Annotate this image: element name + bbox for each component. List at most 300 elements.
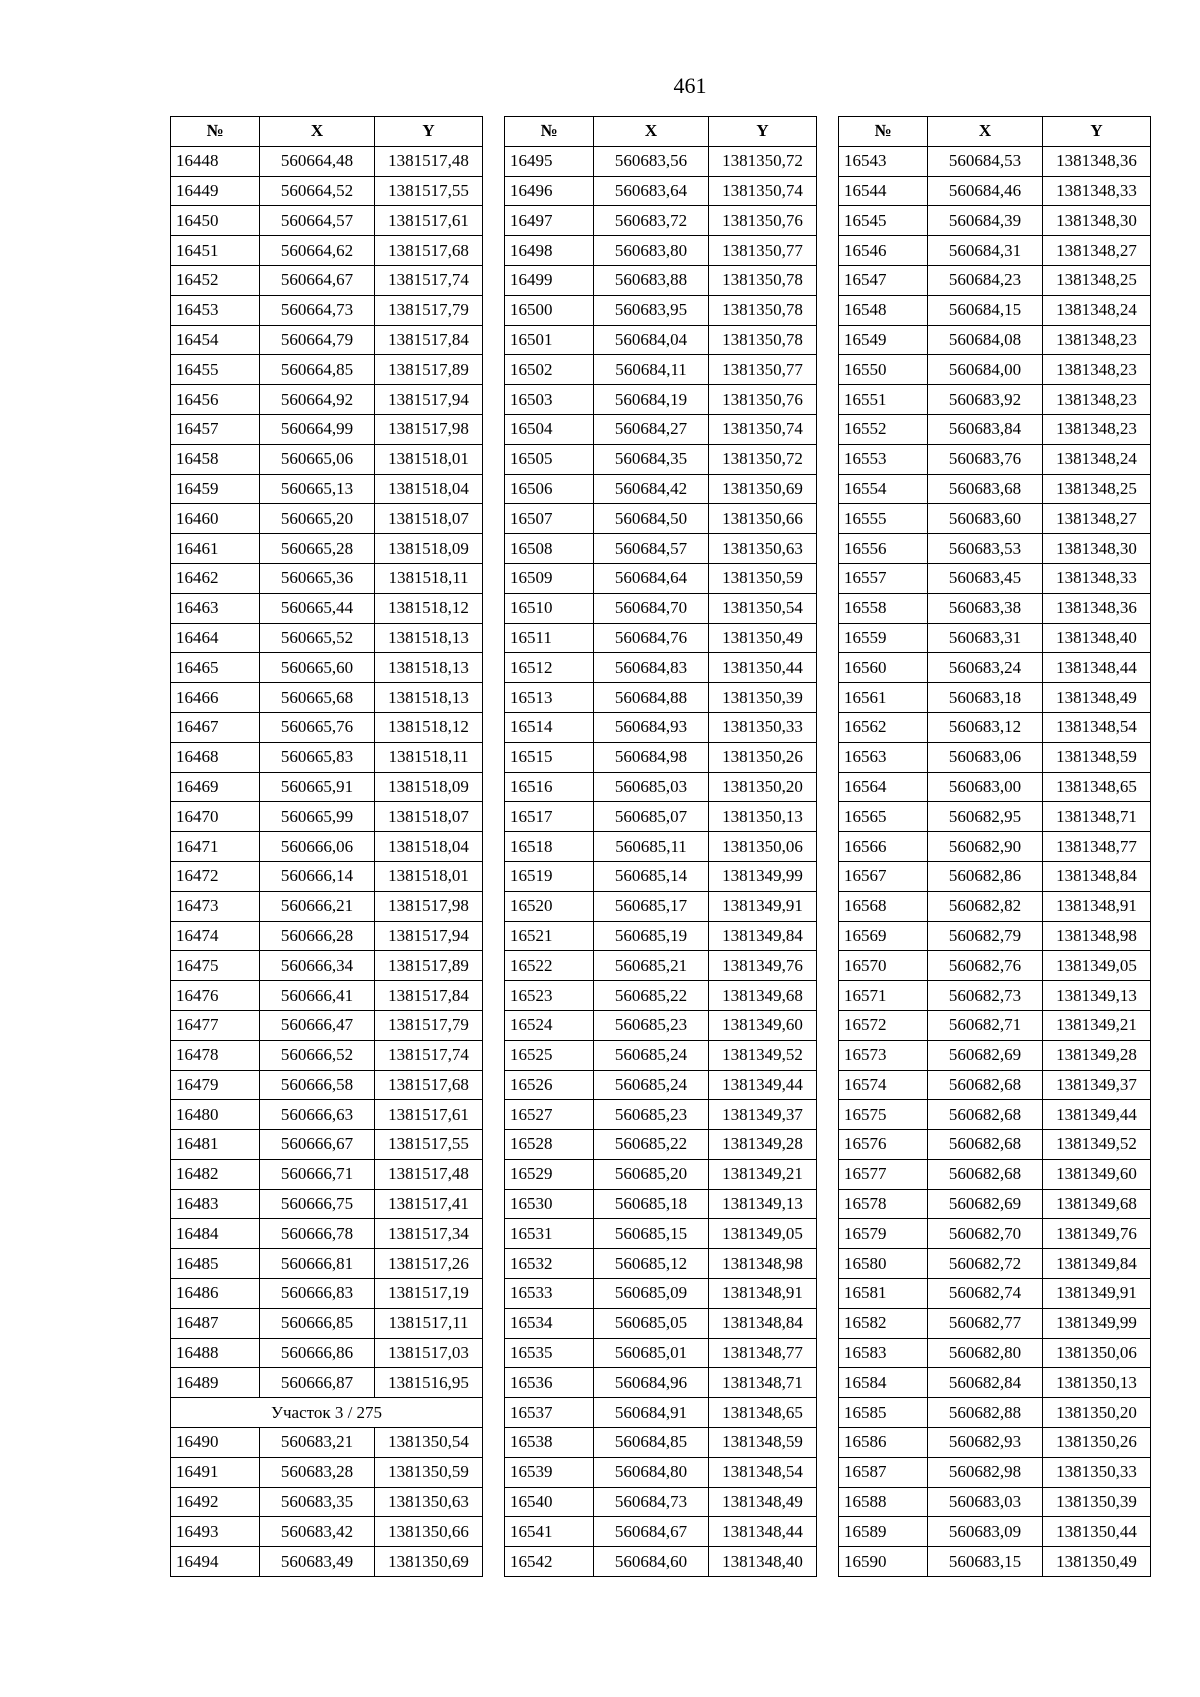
x-coordinate-cell: 560683,56 bbox=[594, 146, 709, 176]
x-coordinate-cell: 560682,86 bbox=[928, 861, 1043, 891]
y-coordinate-cell: 1381348,84 bbox=[709, 1308, 817, 1338]
y-coordinate-cell: 1381349,37 bbox=[1043, 1070, 1151, 1100]
table-row bbox=[171, 1219, 483, 1249]
point-number-cell: 16558 bbox=[839, 593, 928, 623]
table-row bbox=[171, 772, 483, 802]
x-coordinate-cell: 560685,15 bbox=[594, 1219, 709, 1249]
point-number-cell: 16475 bbox=[171, 951, 260, 981]
x-coordinate-cell: 560666,47 bbox=[260, 1010, 375, 1040]
y-coordinate-cell: 1381350,26 bbox=[1043, 1428, 1151, 1458]
y-coordinate-cell: 1381349,91 bbox=[1043, 1279, 1151, 1309]
point-number-cell: 16512 bbox=[505, 653, 594, 683]
y-coordinate-cell: 1381517,74 bbox=[375, 1040, 483, 1070]
point-number-cell: 16568 bbox=[839, 891, 928, 921]
point-number-cell: 16521 bbox=[505, 921, 594, 951]
point-number-cell: 16559 bbox=[839, 623, 928, 653]
table-row bbox=[171, 593, 483, 623]
x-coordinate-cell: 560684,53 bbox=[928, 146, 1043, 176]
point-number-cell: 16472 bbox=[171, 861, 260, 891]
y-coordinate-cell: 1381350,77 bbox=[709, 355, 817, 385]
y-coordinate-cell: 1381348,27 bbox=[1043, 236, 1151, 266]
x-coordinate-cell: 560683,38 bbox=[928, 593, 1043, 623]
y-coordinate-cell: 1381517,84 bbox=[375, 981, 483, 1011]
table-row bbox=[171, 1159, 483, 1189]
x-coordinate-cell: 560666,21 bbox=[260, 891, 375, 921]
table-row bbox=[505, 981, 817, 1011]
point-number-cell: 16504 bbox=[505, 414, 594, 444]
y-coordinate-cell: 1381348,24 bbox=[1043, 295, 1151, 325]
x-coordinate-cell: 560685,17 bbox=[594, 891, 709, 921]
y-coordinate-cell: 1381349,28 bbox=[1043, 1040, 1151, 1070]
y-coordinate-cell: 1381348,33 bbox=[1043, 563, 1151, 593]
y-coordinate-cell: 1381349,28 bbox=[709, 1130, 817, 1160]
table-row bbox=[505, 563, 817, 593]
x-coordinate-cell: 560685,23 bbox=[594, 1100, 709, 1130]
point-number-cell: 16467 bbox=[171, 712, 260, 742]
point-number-cell: 16565 bbox=[839, 802, 928, 832]
y-coordinate-cell: 1381349,13 bbox=[1043, 981, 1151, 1011]
x-coordinate-cell: 560666,71 bbox=[260, 1159, 375, 1189]
x-coordinate-cell: 560682,68 bbox=[928, 1100, 1043, 1130]
y-coordinate-cell: 1381350,72 bbox=[709, 146, 817, 176]
x-coordinate-cell: 560682,68 bbox=[928, 1159, 1043, 1189]
table-row bbox=[505, 1457, 817, 1487]
x-coordinate-cell: 560682,93 bbox=[928, 1428, 1043, 1458]
x-coordinate-cell: 560684,96 bbox=[594, 1368, 709, 1398]
table-row bbox=[505, 891, 817, 921]
point-number-cell: 16502 bbox=[505, 355, 594, 385]
table-row bbox=[505, 1487, 817, 1517]
x-coordinate-cell: 560666,41 bbox=[260, 981, 375, 1011]
table-row bbox=[839, 1547, 1151, 1577]
point-number-cell: 16537 bbox=[505, 1398, 594, 1428]
column-header-x: X bbox=[928, 117, 1043, 147]
table-row bbox=[171, 1547, 483, 1577]
point-number-cell: 16555 bbox=[839, 504, 928, 534]
y-coordinate-cell: 1381348,25 bbox=[1043, 474, 1151, 504]
point-number-cell: 16462 bbox=[171, 563, 260, 593]
table-row bbox=[839, 236, 1151, 266]
table-row bbox=[505, 1517, 817, 1547]
x-coordinate-cell: 560684,35 bbox=[594, 444, 709, 474]
point-number-cell: 16509 bbox=[505, 563, 594, 593]
y-coordinate-cell: 1381348,23 bbox=[1043, 355, 1151, 385]
x-coordinate-cell: 560664,85 bbox=[260, 355, 375, 385]
point-number-cell: 16480 bbox=[171, 1100, 260, 1130]
table-row bbox=[505, 474, 817, 504]
x-coordinate-cell: 560682,68 bbox=[928, 1070, 1043, 1100]
y-coordinate-cell: 1381350,69 bbox=[375, 1547, 483, 1577]
point-number-cell: 16497 bbox=[505, 206, 594, 236]
x-coordinate-cell: 560683,35 bbox=[260, 1487, 375, 1517]
y-coordinate-cell: 1381517,61 bbox=[375, 1100, 483, 1130]
x-coordinate-cell: 560683,31 bbox=[928, 623, 1043, 653]
y-coordinate-cell: 1381348,84 bbox=[1043, 861, 1151, 891]
point-number-cell: 16523 bbox=[505, 981, 594, 1011]
table-row bbox=[505, 444, 817, 474]
point-number-cell: 16571 bbox=[839, 981, 928, 1011]
point-number-cell: 16563 bbox=[839, 742, 928, 772]
table-row bbox=[171, 176, 483, 206]
point-number-cell: 16507 bbox=[505, 504, 594, 534]
y-coordinate-cell: 1381350,44 bbox=[709, 653, 817, 683]
y-coordinate-cell: 1381348,33 bbox=[1043, 176, 1151, 206]
point-number-cell: 16488 bbox=[171, 1338, 260, 1368]
x-coordinate-cell: 560684,46 bbox=[928, 176, 1043, 206]
y-coordinate-cell: 1381349,99 bbox=[1043, 1308, 1151, 1338]
x-coordinate-cell: 560684,91 bbox=[594, 1398, 709, 1428]
table-row bbox=[171, 1428, 483, 1458]
table-row bbox=[505, 265, 817, 295]
x-coordinate-cell: 560664,62 bbox=[260, 236, 375, 266]
table-row bbox=[171, 951, 483, 981]
table-row bbox=[839, 1100, 1151, 1130]
y-coordinate-cell: 1381518,12 bbox=[375, 712, 483, 742]
table-row bbox=[839, 444, 1151, 474]
y-coordinate-cell: 1381348,44 bbox=[1043, 653, 1151, 683]
point-number-cell: 16580 bbox=[839, 1249, 928, 1279]
point-number-cell: 16506 bbox=[505, 474, 594, 504]
column-header-y: Y bbox=[1043, 117, 1151, 147]
x-coordinate-cell: 560685,14 bbox=[594, 861, 709, 891]
point-number-cell: 16490 bbox=[171, 1428, 260, 1458]
table-row bbox=[505, 176, 817, 206]
table-row bbox=[505, 593, 817, 623]
x-coordinate-cell: 560685,21 bbox=[594, 951, 709, 981]
point-number-cell: 16520 bbox=[505, 891, 594, 921]
x-coordinate-cell: 560666,86 bbox=[260, 1338, 375, 1368]
point-number-cell: 16574 bbox=[839, 1070, 928, 1100]
y-coordinate-cell: 1381348,25 bbox=[1043, 265, 1151, 295]
y-coordinate-cell: 1381518,11 bbox=[375, 563, 483, 593]
x-coordinate-cell: 560684,11 bbox=[594, 355, 709, 385]
y-coordinate-cell: 1381517,98 bbox=[375, 891, 483, 921]
y-coordinate-cell: 1381349,05 bbox=[709, 1219, 817, 1249]
x-coordinate-cell: 560684,73 bbox=[594, 1487, 709, 1517]
x-coordinate-cell: 560683,84 bbox=[928, 414, 1043, 444]
y-coordinate-cell: 1381349,91 bbox=[709, 891, 817, 921]
table-row bbox=[171, 1070, 483, 1100]
point-number-cell: 16584 bbox=[839, 1368, 928, 1398]
y-coordinate-cell: 1381349,60 bbox=[709, 1010, 817, 1040]
x-coordinate-cell: 560665,06 bbox=[260, 444, 375, 474]
point-number-cell: 16581 bbox=[839, 1279, 928, 1309]
x-coordinate-cell: 560666,85 bbox=[260, 1308, 375, 1338]
table-row bbox=[839, 1457, 1151, 1487]
x-coordinate-cell: 560683,45 bbox=[928, 563, 1043, 593]
point-number-cell: 16528 bbox=[505, 1130, 594, 1160]
y-coordinate-cell: 1381348,30 bbox=[1043, 534, 1151, 564]
point-number-cell: 16536 bbox=[505, 1368, 594, 1398]
table-row bbox=[505, 653, 817, 683]
x-coordinate-cell: 560684,80 bbox=[594, 1457, 709, 1487]
table-row bbox=[505, 951, 817, 981]
point-number-cell: 16484 bbox=[171, 1219, 260, 1249]
y-coordinate-cell: 1381518,01 bbox=[375, 444, 483, 474]
point-number-cell: 16459 bbox=[171, 474, 260, 504]
x-coordinate-cell: 560682,90 bbox=[928, 832, 1043, 862]
table-row bbox=[171, 385, 483, 415]
y-coordinate-cell: 1381517,79 bbox=[375, 1010, 483, 1040]
point-number-cell: 16469 bbox=[171, 772, 260, 802]
point-number-cell: 16560 bbox=[839, 653, 928, 683]
x-coordinate-cell: 560682,77 bbox=[928, 1308, 1043, 1338]
y-coordinate-cell: 1381348,49 bbox=[709, 1487, 817, 1517]
table-row bbox=[171, 891, 483, 921]
x-coordinate-cell: 560685,07 bbox=[594, 802, 709, 832]
point-number-cell: 16556 bbox=[839, 534, 928, 564]
x-coordinate-cell: 560665,28 bbox=[260, 534, 375, 564]
point-number-cell: 16525 bbox=[505, 1040, 594, 1070]
table-row bbox=[839, 504, 1151, 534]
point-number-cell: 16586 bbox=[839, 1428, 928, 1458]
x-coordinate-cell: 560683,21 bbox=[260, 1428, 375, 1458]
table-row bbox=[171, 534, 483, 564]
table-row bbox=[839, 1070, 1151, 1100]
table-row bbox=[171, 325, 483, 355]
y-coordinate-cell: 1381348,24 bbox=[1043, 444, 1151, 474]
point-number-cell: 16499 bbox=[505, 265, 594, 295]
table-row bbox=[505, 683, 817, 713]
y-coordinate-cell: 1381348,59 bbox=[709, 1428, 817, 1458]
y-coordinate-cell: 1381350,78 bbox=[709, 325, 817, 355]
y-coordinate-cell: 1381518,07 bbox=[375, 504, 483, 534]
y-coordinate-cell: 1381518,07 bbox=[375, 802, 483, 832]
point-number-cell: 16557 bbox=[839, 563, 928, 593]
point-number-cell: 16513 bbox=[505, 683, 594, 713]
y-coordinate-cell: 1381517,84 bbox=[375, 325, 483, 355]
point-number-cell: 16552 bbox=[839, 414, 928, 444]
x-coordinate-cell: 560684,88 bbox=[594, 683, 709, 713]
y-coordinate-cell: 1381350,33 bbox=[1043, 1457, 1151, 1487]
y-coordinate-cell: 1381349,21 bbox=[709, 1159, 817, 1189]
x-coordinate-cell: 560684,15 bbox=[928, 295, 1043, 325]
point-number-cell: 16569 bbox=[839, 921, 928, 951]
x-coordinate-cell: 560683,80 bbox=[594, 236, 709, 266]
x-coordinate-cell: 560685,19 bbox=[594, 921, 709, 951]
point-number-cell: 16501 bbox=[505, 325, 594, 355]
table-row bbox=[505, 921, 817, 951]
point-number-cell: 16545 bbox=[839, 206, 928, 236]
table-row bbox=[171, 653, 483, 683]
table-row bbox=[839, 534, 1151, 564]
x-coordinate-cell: 560685,11 bbox=[594, 832, 709, 862]
point-number-cell: 16575 bbox=[839, 1100, 928, 1130]
x-coordinate-cell: 560683,49 bbox=[260, 1547, 375, 1577]
x-coordinate-cell: 560664,67 bbox=[260, 265, 375, 295]
table-row bbox=[505, 325, 817, 355]
table-row bbox=[505, 1219, 817, 1249]
point-number-cell: 16451 bbox=[171, 236, 260, 266]
x-coordinate-cell: 560682,72 bbox=[928, 1249, 1043, 1279]
x-coordinate-cell: 560666,75 bbox=[260, 1189, 375, 1219]
x-coordinate-cell: 560683,64 bbox=[594, 176, 709, 206]
point-number-cell: 16465 bbox=[171, 653, 260, 683]
point-number-cell: 16582 bbox=[839, 1308, 928, 1338]
table-row bbox=[171, 1487, 483, 1517]
table-row bbox=[171, 1010, 483, 1040]
table-row bbox=[839, 653, 1151, 683]
y-coordinate-cell: 1381350,66 bbox=[709, 504, 817, 534]
x-coordinate-cell: 560684,70 bbox=[594, 593, 709, 623]
point-number-cell: 16510 bbox=[505, 593, 594, 623]
x-coordinate-cell: 560665,13 bbox=[260, 474, 375, 504]
x-coordinate-cell: 560682,74 bbox=[928, 1279, 1043, 1309]
table-row bbox=[839, 1249, 1151, 1279]
table-row bbox=[505, 1279, 817, 1309]
y-coordinate-cell: 1381349,68 bbox=[1043, 1189, 1151, 1219]
point-number-cell: 16498 bbox=[505, 236, 594, 266]
y-coordinate-cell: 1381349,52 bbox=[709, 1040, 817, 1070]
y-coordinate-cell: 1381518,09 bbox=[375, 534, 483, 564]
y-coordinate-cell: 1381350,20 bbox=[709, 772, 817, 802]
table-row bbox=[839, 1279, 1151, 1309]
x-coordinate-cell: 560682,98 bbox=[928, 1457, 1043, 1487]
point-number-cell: 16492 bbox=[171, 1487, 260, 1517]
y-coordinate-cell: 1381349,52 bbox=[1043, 1130, 1151, 1160]
table-row bbox=[839, 414, 1151, 444]
x-coordinate-cell: 560683,28 bbox=[260, 1457, 375, 1487]
y-coordinate-cell: 1381518,13 bbox=[375, 623, 483, 653]
table-row bbox=[171, 742, 483, 772]
point-number-cell: 16524 bbox=[505, 1010, 594, 1040]
x-coordinate-cell: 560664,73 bbox=[260, 295, 375, 325]
point-number-cell: 16588 bbox=[839, 1487, 928, 1517]
y-coordinate-cell: 1381348,98 bbox=[1043, 921, 1151, 951]
y-coordinate-cell: 1381348,23 bbox=[1043, 414, 1151, 444]
y-coordinate-cell: 1381349,60 bbox=[1043, 1159, 1151, 1189]
table-row bbox=[505, 1249, 817, 1279]
x-coordinate-cell: 560682,76 bbox=[928, 951, 1043, 981]
table-row bbox=[171, 1130, 483, 1160]
table-row bbox=[171, 712, 483, 742]
y-coordinate-cell: 1381517,26 bbox=[375, 1249, 483, 1279]
x-coordinate-cell: 560684,31 bbox=[928, 236, 1043, 266]
y-coordinate-cell: 1381348,27 bbox=[1043, 504, 1151, 534]
point-number-cell: 16564 bbox=[839, 772, 928, 802]
column-header-x: X bbox=[260, 117, 375, 147]
y-coordinate-cell: 1381348,54 bbox=[1043, 712, 1151, 742]
column-header-number: № bbox=[171, 117, 260, 147]
x-coordinate-cell: 560685,24 bbox=[594, 1040, 709, 1070]
y-coordinate-cell: 1381517,03 bbox=[375, 1338, 483, 1368]
table-row bbox=[505, 1130, 817, 1160]
point-number-cell: 16561 bbox=[839, 683, 928, 713]
table-row bbox=[839, 1040, 1151, 1070]
point-number-cell: 16470 bbox=[171, 802, 260, 832]
table-row bbox=[505, 236, 817, 266]
y-coordinate-cell: 1381350,06 bbox=[1043, 1338, 1151, 1368]
table-row bbox=[171, 236, 483, 266]
x-coordinate-cell: 560682,80 bbox=[928, 1338, 1043, 1368]
table-row bbox=[505, 1159, 817, 1189]
table-row bbox=[839, 981, 1151, 1011]
x-coordinate-cell: 560685,03 bbox=[594, 772, 709, 802]
y-coordinate-cell: 1381517,98 bbox=[375, 414, 483, 444]
x-coordinate-cell: 560684,76 bbox=[594, 623, 709, 653]
y-coordinate-cell: 1381350,59 bbox=[375, 1457, 483, 1487]
x-coordinate-cell: 560682,95 bbox=[928, 802, 1043, 832]
y-coordinate-cell: 1381349,68 bbox=[709, 981, 817, 1011]
y-coordinate-cell: 1381350,74 bbox=[709, 414, 817, 444]
y-coordinate-cell: 1381517,19 bbox=[375, 1279, 483, 1309]
x-coordinate-cell: 560665,44 bbox=[260, 593, 375, 623]
point-number-cell: 16570 bbox=[839, 951, 928, 981]
point-number-cell: 16554 bbox=[839, 474, 928, 504]
section-label: Участок 3 / 275 bbox=[171, 1398, 483, 1428]
table-row bbox=[839, 146, 1151, 176]
y-coordinate-cell: 1381518,13 bbox=[375, 683, 483, 713]
table-row bbox=[171, 1517, 483, 1547]
point-number-cell: 16483 bbox=[171, 1189, 260, 1219]
table-row bbox=[839, 325, 1151, 355]
y-coordinate-cell: 1381350,13 bbox=[1043, 1368, 1151, 1398]
table-row bbox=[505, 1100, 817, 1130]
y-coordinate-cell: 1381350,76 bbox=[709, 385, 817, 415]
point-number-cell: 16450 bbox=[171, 206, 260, 236]
x-coordinate-cell: 560664,52 bbox=[260, 176, 375, 206]
table-row bbox=[839, 1487, 1151, 1517]
point-number-cell: 16481 bbox=[171, 1130, 260, 1160]
point-number-cell: 16478 bbox=[171, 1040, 260, 1070]
y-coordinate-cell: 1381348,23 bbox=[1043, 385, 1151, 415]
table-row bbox=[839, 891, 1151, 921]
table-row bbox=[839, 623, 1151, 653]
table-row bbox=[839, 861, 1151, 891]
point-number-cell: 16485 bbox=[171, 1249, 260, 1279]
x-coordinate-cell: 560666,28 bbox=[260, 921, 375, 951]
point-number-cell: 16543 bbox=[839, 146, 928, 176]
point-number-cell: 16503 bbox=[505, 385, 594, 415]
point-number-cell: 16547 bbox=[839, 265, 928, 295]
point-number-cell: 16455 bbox=[171, 355, 260, 385]
y-coordinate-cell: 1381349,84 bbox=[1043, 1249, 1151, 1279]
point-number-cell: 16482 bbox=[171, 1159, 260, 1189]
x-coordinate-cell: 560684,67 bbox=[594, 1517, 709, 1547]
table-row bbox=[839, 1130, 1151, 1160]
point-number-cell: 16589 bbox=[839, 1517, 928, 1547]
x-coordinate-cell: 560683,76 bbox=[928, 444, 1043, 474]
coordinates-table-1 bbox=[170, 116, 483, 1577]
y-coordinate-cell: 1381350,33 bbox=[709, 712, 817, 742]
table-row bbox=[839, 832, 1151, 862]
point-number-cell: 16458 bbox=[171, 444, 260, 474]
point-number-cell: 16505 bbox=[505, 444, 594, 474]
x-coordinate-cell: 560684,93 bbox=[594, 712, 709, 742]
x-coordinate-cell: 560684,85 bbox=[594, 1428, 709, 1458]
point-number-cell: 16508 bbox=[505, 534, 594, 564]
table-row bbox=[171, 1189, 483, 1219]
point-number-cell: 16448 bbox=[171, 146, 260, 176]
point-number-cell: 16460 bbox=[171, 504, 260, 534]
table-header-row bbox=[505, 117, 817, 147]
x-coordinate-cell: 560683,92 bbox=[928, 385, 1043, 415]
table-row bbox=[839, 712, 1151, 742]
y-coordinate-cell: 1381348,71 bbox=[709, 1368, 817, 1398]
table-row bbox=[171, 623, 483, 653]
point-number-cell: 16496 bbox=[505, 176, 594, 206]
point-number-cell: 16587 bbox=[839, 1457, 928, 1487]
point-number-cell: 16541 bbox=[505, 1517, 594, 1547]
point-number-cell: 16529 bbox=[505, 1159, 594, 1189]
y-coordinate-cell: 1381517,68 bbox=[375, 236, 483, 266]
y-coordinate-cell: 1381348,77 bbox=[1043, 832, 1151, 862]
point-number-cell: 16548 bbox=[839, 295, 928, 325]
point-number-cell: 16457 bbox=[171, 414, 260, 444]
y-coordinate-cell: 1381348,71 bbox=[1043, 802, 1151, 832]
table-row bbox=[839, 563, 1151, 593]
table-row bbox=[505, 1428, 817, 1458]
